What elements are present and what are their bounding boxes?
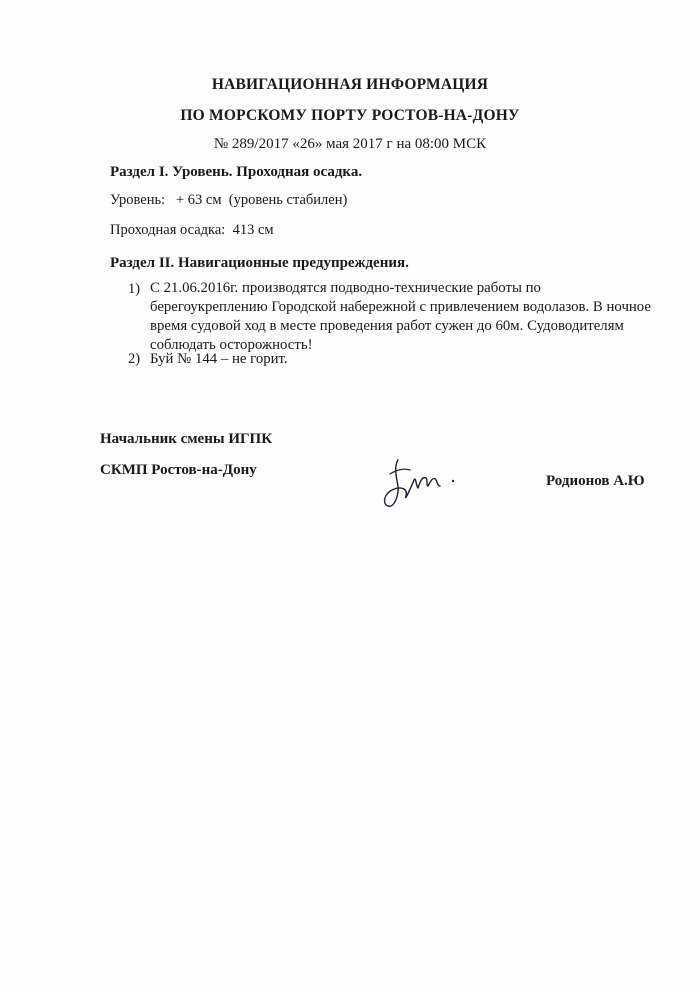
warning-text: Буй № 144 – не горит. [150, 351, 288, 367]
signatory-role-line2: СКМП Ростов-на-Дону [100, 462, 257, 478]
document-title-line1: НАВИГАЦИОННАЯ ИНФОРМАЦИЯ [211, 76, 489, 93]
draft-row [110, 222, 274, 239]
draft-label: Проходная осадка: [110, 222, 226, 238]
level-row [110, 192, 347, 209]
warning-text: С 21.06.2016г. производятся подводно-технические работы по берегоукреплению Городской набережной с привлечением водолазов. В ночное время судовой ход в месте проведения работ сужен до 60м. Судоводителям соблюдать осторожность! [150, 280, 651, 353]
document-number-date: № 289/2017 «26» мая 2017 г на 08:00 МСК [213, 136, 487, 152]
document-title-line2: ПО МОРСКОМУ ПОРТУ РОСТОВ-НА-ДОНУ [180, 107, 520, 124]
warning-number: 1) [128, 281, 141, 297]
level-note: (уровень стабилен) [228, 192, 348, 208]
warning-number: 2) [128, 351, 141, 367]
signatory-name: Родионов А.Ю [546, 473, 645, 489]
level-label: Уровень: [110, 192, 166, 208]
section1-heading: Раздел I. Уровень. Проходная осадка. [110, 164, 363, 180]
draft-value: 413 см [232, 222, 274, 238]
section2-heading: Раздел II. Навигационные предупреждения. [110, 255, 409, 271]
handwritten-signature [376, 452, 466, 522]
level-value: + 63 см [175, 192, 222, 208]
signatory-role-line1: Начальник смены ИГПК [100, 431, 273, 447]
